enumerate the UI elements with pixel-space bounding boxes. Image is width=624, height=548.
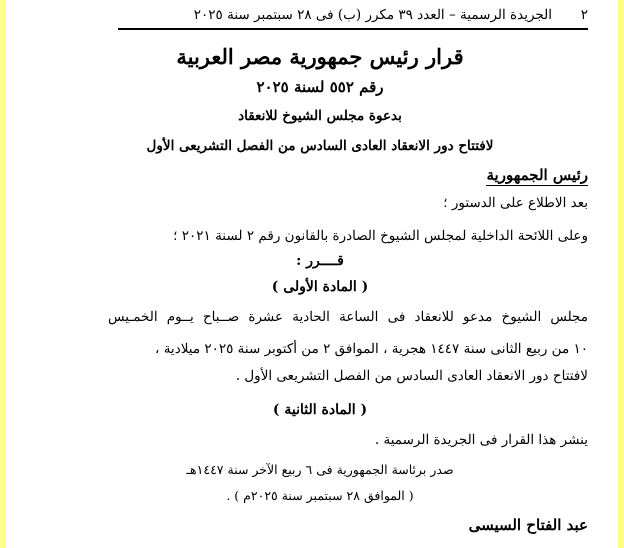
article2-heading: ( المادة الثانية ) — [272, 402, 368, 418]
preamble-line-1: بعد الاطلاع على الدستور ؛ — [443, 195, 588, 211]
issued-date-gregorian: ( الموافق ٢٨ سبتمبر سنة ٢٠٢٥م ) . — [226, 488, 414, 503]
page-header — [118, 4, 588, 30]
signature-name: عبد الفتاح السيسى — [468, 516, 588, 534]
article1-heading: ( المادة الأولى ) — [271, 279, 369, 295]
page-number: ٢ — [580, 7, 588, 23]
decree-subject-line2: لافتتاح دور الانعقاد العادى السادس من الفصل التشريعى الأول — [146, 138, 494, 154]
page-edge-left — [0, 0, 6, 548]
decree-subject-line1: بدعوة مجلس الشيوخ للانعقاد — [238, 108, 402, 124]
page-edge-right — [618, 0, 624, 548]
decided-heading: قــــرر : — [296, 253, 344, 269]
article1-line-2: ١٠ من ربيع الثانى سنة ١٤٤٧ هجرية ، الموافق ٢ من أكتوبر سنة ٢٠٢٥ ميلادية ، — [155, 341, 588, 357]
issued-date-hijri: صدر برئاسة الجمهورية فى ٦ ربيع الآخر سنة ١٤٤٧هـ — [186, 462, 454, 477]
preamble-line-2: وعلى اللائحة الداخلية لمجلس الشيوخ الصادرة بالقانون رقم ٢ لسنة ٢٠٢١ ؛ — [173, 228, 588, 244]
decree-title: قرار رئيس جمهورية مصر العربية — [176, 44, 464, 69]
header-text: الجريدة الرسمية – العدد ٣٩ مكرر (ب) فى ٢٨ سبتمبر سنة ٢٠٢٥ — [193, 7, 552, 23]
decree-number: رقم ٥٥٢ لسنة ٢٠٢٥ — [256, 78, 384, 96]
article2-line-1: ينشر هذا القرار فى الجريدة الرسمية . — [374, 432, 588, 448]
article1-line-1: مجلس الشيوخ مدعو للانعقاد فى الساعة الحادية عشرة صــباح يــوم الخمـيس — [108, 309, 588, 325]
article1-line-3: لافتتاح دور الانعقاد العادى السادس من الفصل التشريعى الأول . — [235, 368, 588, 384]
issuer-heading: رئيس الجمهورية — [486, 166, 588, 184]
